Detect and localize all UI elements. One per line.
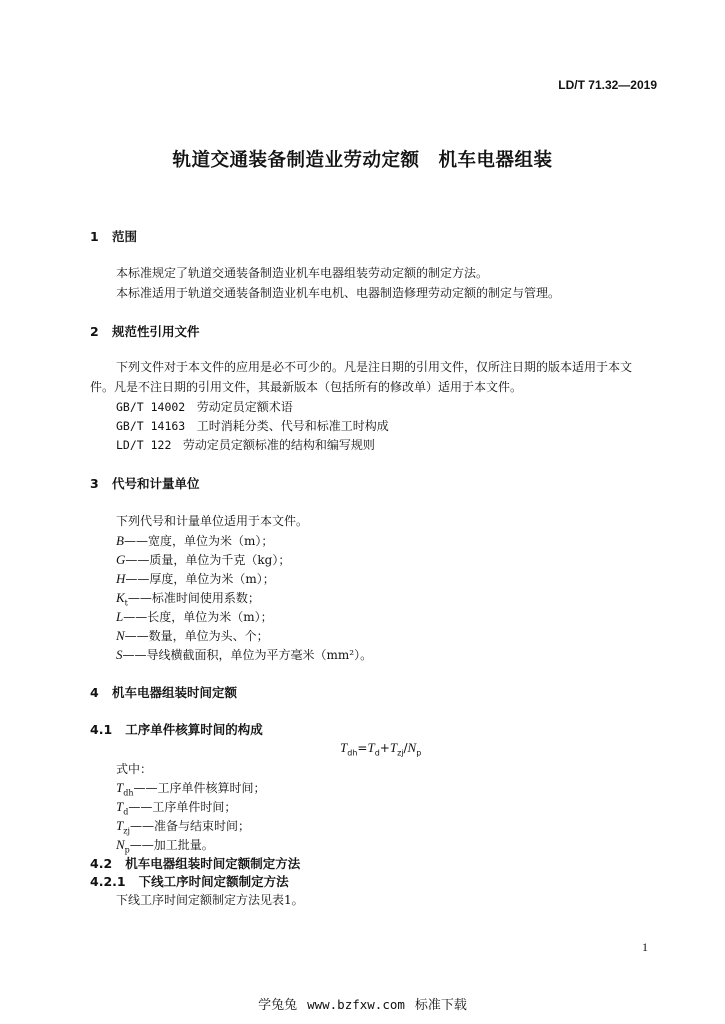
section-title: 范围 (112, 229, 138, 244)
subsection-4-1-heading (90, 720, 263, 738)
definition-item (116, 589, 260, 607)
formula (340, 740, 421, 757)
subsection-number: 4.2 (90, 856, 113, 871)
reference-item (116, 436, 375, 453)
reference-code: LD/T 122 (116, 438, 172, 452)
formula-symbol: T (389, 740, 398, 755)
section-2-heading (90, 322, 200, 340)
formula-subscript: d (374, 748, 380, 758)
footer-site-name: 学兔兔 (258, 998, 298, 1013)
section-number: 3 (90, 476, 99, 491)
subsection-title: 机车电器组装时间定额制定方法 (125, 856, 301, 871)
symbol: N (116, 837, 125, 852)
subsection-title: 下线工序时间定额制定方法 (138, 874, 289, 889)
footer-tagline: 标准下载 (414, 998, 467, 1013)
formula-operator: = (357, 741, 368, 755)
definition-item (116, 608, 273, 627)
symbol: G (116, 552, 126, 567)
paragraph: 本标准规定了轨道交通装备制造业机车电器组装劳动定额的制定方法。 (116, 266, 489, 280)
formula-operator: + (379, 741, 390, 755)
subsection-4-2-heading (90, 854, 300, 872)
definition-text: ——导线横截面积，单位为平方毫米（mm²）。 (122, 648, 373, 662)
symbol: S (116, 647, 123, 662)
section-title: 代号和计量单位 (112, 476, 200, 491)
definition-text: ——质量，单位为千克（kg）； (125, 553, 291, 567)
section-number: 2 (90, 324, 99, 339)
definition-item (116, 551, 290, 570)
footer-url: www.bzfxw.com (307, 997, 405, 1012)
watermark-footer (0, 994, 725, 1013)
variable-text: ——准备与结束时间； (129, 819, 250, 833)
formula-symbol: T (340, 740, 348, 755)
symbol: B (116, 533, 124, 548)
definition-item (116, 532, 273, 551)
subsection-number: 4.2.1 (90, 874, 126, 889)
formula-subscript: p (416, 748, 422, 758)
definition-text: ——数量，单位为头、个； (124, 629, 269, 643)
definition-item (116, 627, 269, 646)
where-label: 式中： (116, 762, 153, 776)
definition-item (116, 646, 372, 665)
formula-subscript: zj (397, 748, 404, 758)
subsection-title: 工序单件核算时间的构成 (125, 722, 263, 737)
symbol-subscript: dh (123, 788, 134, 798)
symbol-subscript: zj (123, 826, 130, 836)
document-title: 轨道交通装备制造业劳动定额 机车电器组装 (172, 150, 553, 171)
paragraph-continuation: 件。凡是不注日期的引用文件，其最新版本（包括所有的修改单）适用于本文件。 (90, 380, 523, 394)
reference-code: GB/T 14002 (116, 400, 186, 414)
definition-item (116, 570, 275, 589)
reference-title: 劳动定员定额术语 (196, 400, 293, 414)
subsection-4-2-1-heading (90, 872, 289, 890)
symbol: K (116, 590, 125, 605)
variable-item (116, 817, 250, 835)
reference-title: 工时消耗分类、代号和标准工时构成 (196, 419, 389, 433)
definition-text: ——标准时间使用系数； (127, 591, 260, 605)
section-title: 规范性引用文件 (112, 324, 200, 339)
reference-code: GB/T 14163 (116, 419, 186, 433)
definition-text: ——长度，单位为米（m）； (123, 610, 273, 624)
formula-operator: / (403, 741, 408, 755)
paragraph: 本标准适用于轨道交通装备制造业机车电机、电器制造修理劳动定额的制定与管理。 (116, 286, 561, 300)
symbol: T (116, 818, 124, 833)
symbol: N (116, 628, 125, 643)
symbol: H (116, 571, 126, 586)
definition-text: ——厚度，单位为米（m）； (125, 572, 275, 586)
variable-item (116, 779, 266, 797)
symbol-subscript: t (124, 598, 128, 608)
symbol: T (116, 780, 124, 795)
paragraph: 下列文件对于本文件的应用是必不可少的。凡是注日期的引用文件，仅所注日期的版本适用于本文 (116, 360, 633, 374)
formula-symbol: N (407, 740, 417, 755)
variable-text: ——工序单件时间； (128, 800, 237, 814)
page-number: 1 (642, 940, 648, 954)
symbol: L (116, 609, 124, 624)
section-number: 4 (90, 685, 99, 700)
formula-symbol: T (367, 740, 375, 755)
formula-subscript: dh (347, 748, 358, 758)
section-number: 1 (90, 229, 99, 244)
section-1-heading (90, 227, 137, 245)
standard-code: LD/T 71.32—2019 (558, 78, 657, 92)
paragraph: 下列代号和计量单位适用于本文件。 (116, 514, 309, 528)
section-4-heading (90, 683, 237, 701)
symbol: T (116, 799, 124, 814)
definition-text: ——宽度，单位为米（m）； (123, 534, 274, 548)
variable-item (116, 798, 236, 816)
symbol-subscript: p (124, 845, 130, 855)
symbol-subscript: d (123, 807, 129, 817)
reference-item (116, 417, 389, 434)
reference-title: 劳动定员定额标准的结构和编写规则 (182, 438, 375, 452)
variable-text: ——工序单件核算时间； (133, 781, 266, 795)
reference-item (116, 398, 293, 415)
variable-text: ——加工批量。 (129, 838, 214, 852)
paragraph: 下线工序时间定额制定方法见表1。 (116, 893, 304, 907)
subsection-number: 4.1 (90, 722, 113, 737)
section-title: 机车电器组装时间定额 (112, 685, 238, 700)
variable-item (116, 836, 214, 854)
section-3-heading (90, 474, 200, 492)
